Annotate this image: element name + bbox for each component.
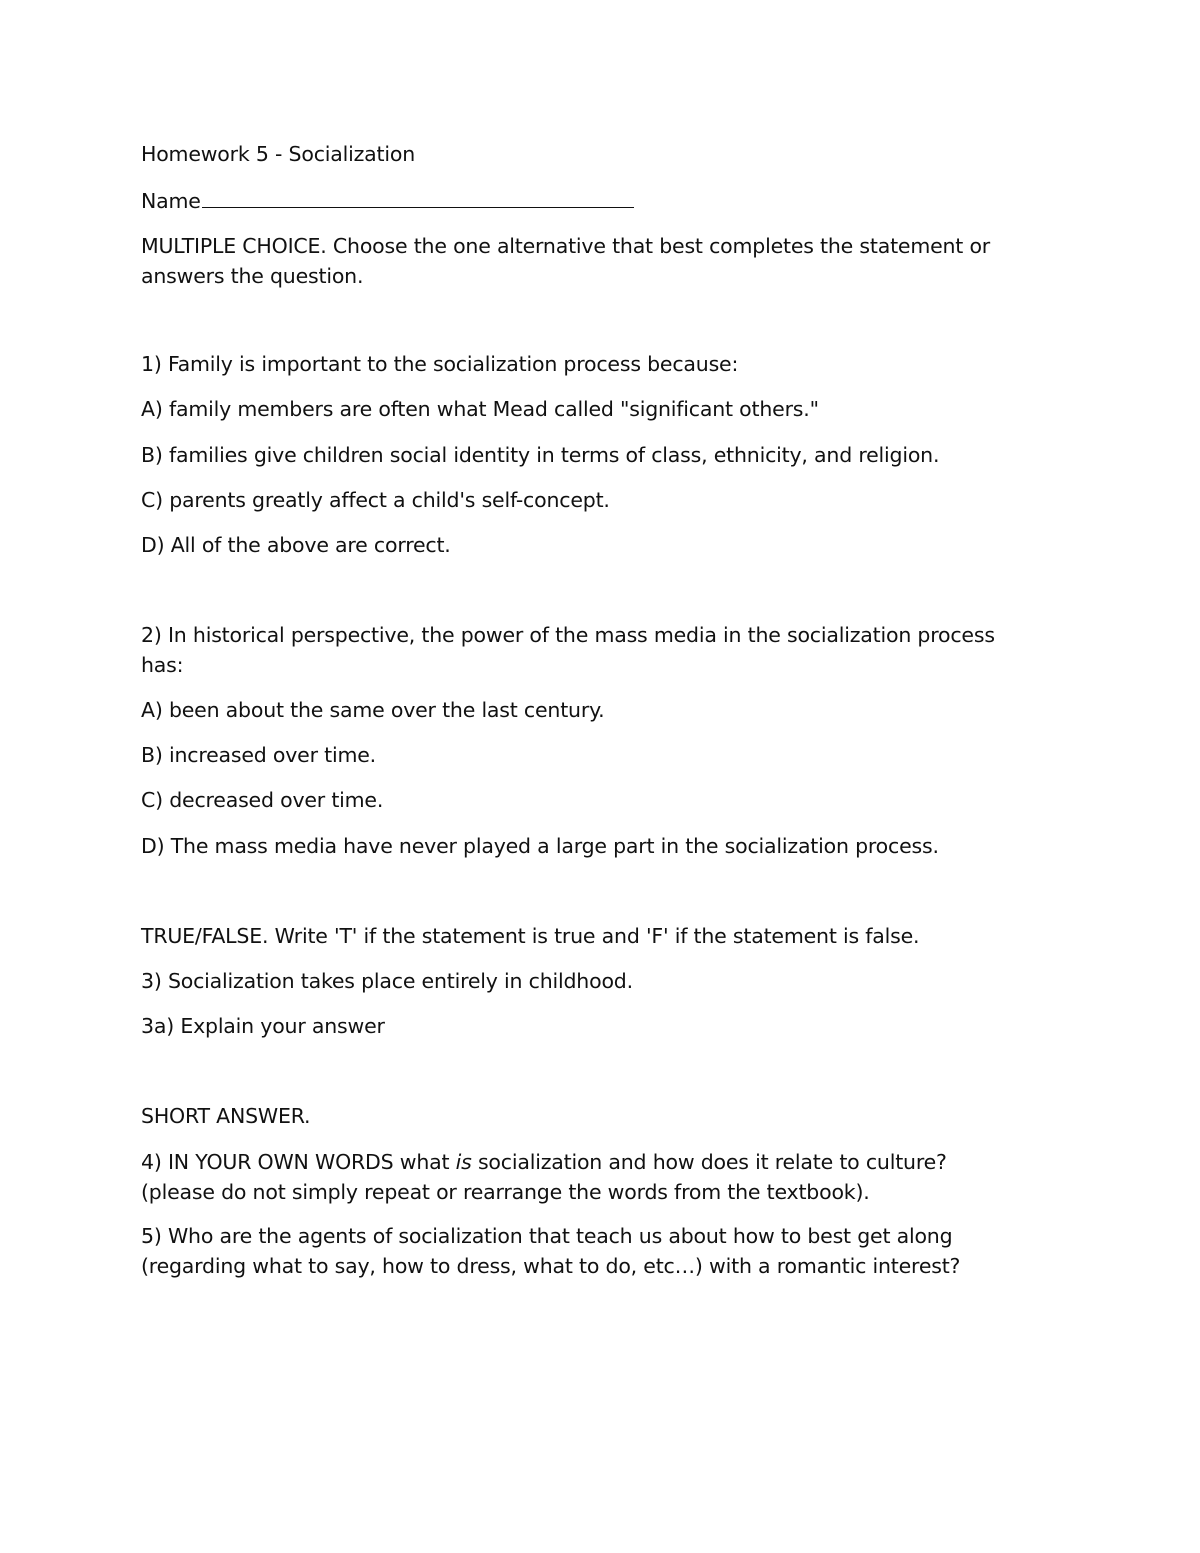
- name-label: Name: [141, 189, 201, 213]
- q2-stem-line-1: 2) In historical perspective, the power of the mass media in the socialization process: [141, 623, 995, 647]
- q1-option-a: A) family members are often what Mead called "significant others.": [141, 397, 819, 421]
- page-title: Homework 5 - Socialization: [141, 142, 416, 166]
- q2-option-d: D) The mass media have never played a large part in the socialization process.: [141, 834, 939, 858]
- q4-suffix: socialization and how does it relate to culture?: [471, 1150, 947, 1174]
- name-field: [141, 186, 634, 216]
- q3a-prompt: 3a) Explain your answer: [141, 1014, 385, 1038]
- q4-prefix: 4) IN YOUR OWN WORDS what: [141, 1150, 456, 1174]
- q4-line-1: [141, 1147, 947, 1177]
- q1-option-b: B) families give children social identity in terms of class, ethnicity, and religion.: [141, 443, 940, 467]
- q2-option-b: B) increased over time.: [141, 743, 376, 767]
- sa-header: SHORT ANSWER.: [141, 1104, 311, 1128]
- q4-emphasis: is: [455, 1150, 472, 1174]
- q5-line-2: (regarding what to say, how to dress, what to do, etc…) with a romantic interest?: [141, 1254, 961, 1278]
- q4-line-2: (please do not simply repeat or rearrange the words from the textbook).: [141, 1180, 870, 1204]
- q2-option-c: C) decreased over time.: [141, 788, 384, 812]
- q2-option-a: A) been about the same over the last century.: [141, 698, 605, 722]
- q5-line-1: 5) Who are the agents of socialization that teach us about how to best get along: [141, 1224, 953, 1248]
- q1-option-c: C) parents greatly affect a child's self-concept.: [141, 488, 610, 512]
- q3-statement: 3) Socialization takes place entirely in childhood.: [141, 969, 633, 993]
- q1-stem: 1) Family is important to the socialization process because:: [141, 352, 739, 376]
- mc-header-line-2: answers the question.: [141, 264, 364, 288]
- mc-header-line-1: MULTIPLE CHOICE. Choose the one alternative that best completes the statement or: [141, 234, 991, 258]
- q2-stem-line-2: has:: [141, 653, 184, 677]
- tf-header: TRUE/FALSE. Write 'T' if the statement is true and 'F' if the statement is false.: [141, 924, 920, 948]
- q1-option-d: D) All of the above are correct.: [141, 533, 451, 557]
- name-underline: [202, 207, 634, 208]
